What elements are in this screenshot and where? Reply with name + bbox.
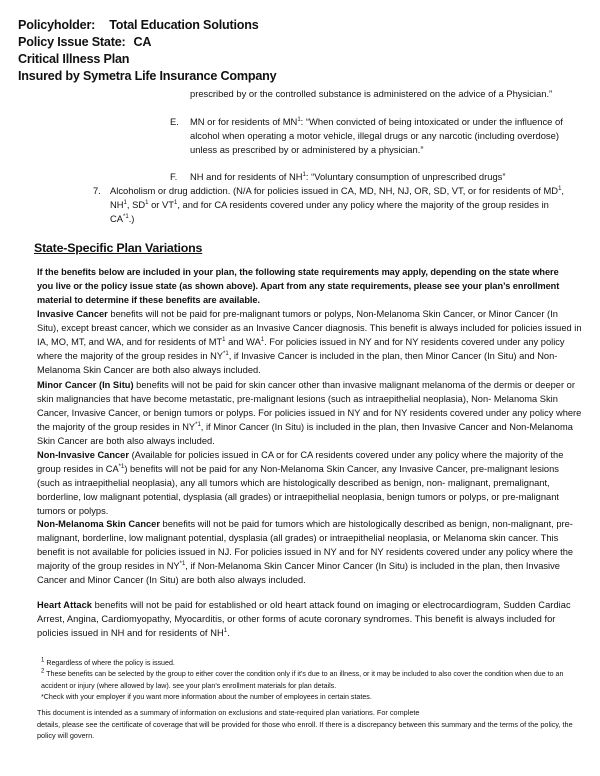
exclusion-continuation: prescribed by or the controlled substance is administered on the advice of a Physician.” [190, 88, 553, 99]
section-intro: If the benefits below are included in your plan, the following state requirements may apply, depending on the state where you live or the policy issue state (as shown above). Apart from any state requirements, please see your plan’s enrollment material to determine if these benefits are available. [37, 267, 560, 305]
list-marker: 7. [93, 185, 101, 196]
exclusion-text: NH and for residents of $NH^1$: “Voluntary consumption of unprescribed drugs” [190, 171, 506, 182]
insurer-line: Insured by Symetra Life Insurance Company [18, 69, 277, 83]
plan-name: Critical Illness Plan [18, 52, 130, 66]
benefit-name: Non-Invasive Cancer [37, 450, 129, 460]
benefit-name: Heart Attack [37, 600, 93, 610]
benefit-minor-cancer: Minor Cancer (In Situ) benefits will not be paid for skin cancer other than invasive malignant melanoma of the dermis or deeper or skin malignancies that have become metastatic, pre-malignant lesions (such as intraepithelial neoplasia), Non- Melanoma Skin Cancer, Invasive Cancer, or benign tumors or polyps. For policies issued in NY and for NY residents covered under any policy where the majority of the group resides in NY$^{*1}$, if Minor Cancer (In Situ) is included in the plan, then Invasive Cancer and Non-Melanoma Skin Cancer are both also always included. [37, 380, 582, 446]
footnote-star: *Check with your employer if you want more information about the number of employees in certain states. [41, 692, 372, 701]
benefit-heart-attack: Heart Attack benefits will not be paid for established or old heart attack found on imaging or electrocardiogram, Sudden Cardiac Arrest, Angina, Cardiomyopathy, Myocarditis, or other forms of acute coronary syndromes. This benefit is always included for policies issued in NH and for residents of $NH^1$. [37, 600, 571, 638]
issue-state-value: CA [133, 35, 152, 49]
exclusion-item-f [170, 170, 570, 184]
benefit-name: Minor Cancer (In Situ) [37, 380, 134, 390]
exclusion-item-e [170, 115, 570, 156]
policyholder-label: Policyholder: [18, 18, 96, 32]
footnote-2: $^2$ These benefits can be selected by the group to either cover the condition only if it’s due to an illness, or it may be included to also cover the condition when due to an accident or injury (where allowed by law). see your plan’s enrollment materials for plan details. [41, 668, 564, 690]
benefit-non-invasive-cancer: Non-Invasive Cancer (Available for policies issued in CA or for CA residents covered under any policy where the majority of the group resides in CA$^{*1}$) benefits will not be paid for any Non-Melanoma Skin Cancer, any Invasive Cancer, pre-malignant lesions (such as intraepithelial neoplasia), any all tumors which are histologically described as benign, non- malignant, premalignant, borderline, low malignant potential, dysplasia (all grades) or intraepithelial neoplasia, benign tumors or polyps, or pre-malignant tumors or polyps. [37, 450, 564, 516]
disclaimer [37, 707, 577, 742]
benefit-non-melanoma-skin-cancer: Non-Melanoma Skin Cancer benefits will not be paid for tumors which are histologically described as benign, non-malignant, pre-malignant, borderline, low malignant potential, dysplasia (all grades) or intraepithelial neoplasia, or Melanoma skin cancer. This benefit is not available for policies issued in NJ. For policies issued in NY and for NY residents covered under any policy where the majority of the group resides in NY$^{*1}$, if Non-Melanoma Skin Cancer Minor Cancer (In Situ) is included in the plan, then Invasive Cancer and Minor Cancer (In Situ) are both also always included. [37, 519, 574, 585]
document-header [18, 17, 276, 85]
issue-state-line [18, 34, 276, 51]
exclusion-text: MN or for residents of $MN^1$: “When convicted of being intoxicated or under the influence of alcohol when operating a motor vehicle, illegal drugs or any narcotic (including overdose) unless as prescribed by or administered by a physician.” [190, 116, 563, 155]
disclaimer-line-2: details, please see the certificate of coverage that will be provided for those who enroll. If there is a discrepancy between this summary and the terms of the policy, the policy will govern. [37, 719, 573, 741]
benefit-name: Invasive Cancer [37, 309, 108, 319]
footnotes [41, 658, 581, 703]
policyholder-line [18, 17, 276, 34]
policyholder-value: Total Education Solutions [109, 18, 259, 32]
exclusion-text: Alcoholism or drug addiction. (N/A for policies issued in CA, MD, NH, NJ, OR, SD, VT, or for residents of $MD^1$, $NH^1$, $SD^1$ or $VT^1$, and for CA residents covered under any policy where the majority of the group resides in CA$^{*1}$.) [110, 185, 565, 224]
section-title: State-Specific Plan Variations [34, 241, 203, 255]
disclaimer-line-1: This document is intended as a summary of information on exclusions and state-required plan variations. For complete [37, 708, 420, 717]
benefit-invasive-cancer: Invasive Cancer benefits will not be paid for pre-malignant tumors or polyps, Non-Melanoma Skin Cancer, or Minor Cancer (In Situ), except breast cancer, which we consider as an Invasive Cancer diagnosis. This benefit is always included for policies issued in IA, MO, MT, and WA, and for residents of $MT^1$ and $WA^1$. For policies issued in NY and for NY residents covered under any policy where the majority of the group resides in NY$^{*1}$, if Invasive Cancer is included in the plan, then Minor Cancer (In Situ) and Non-Melanoma Skin Cancer are both also always included. [37, 309, 582, 375]
exclusion-item-7 [93, 184, 573, 225]
footnote-1: $^1$ Regardless of where the policy is issued. [41, 657, 175, 667]
benefit-name: Non-Melanoma Skin Cancer [37, 519, 160, 529]
list-marker: E. [170, 116, 179, 127]
list-marker: F. [170, 171, 178, 182]
issue-state-label: Policy Issue State: [18, 35, 126, 49]
